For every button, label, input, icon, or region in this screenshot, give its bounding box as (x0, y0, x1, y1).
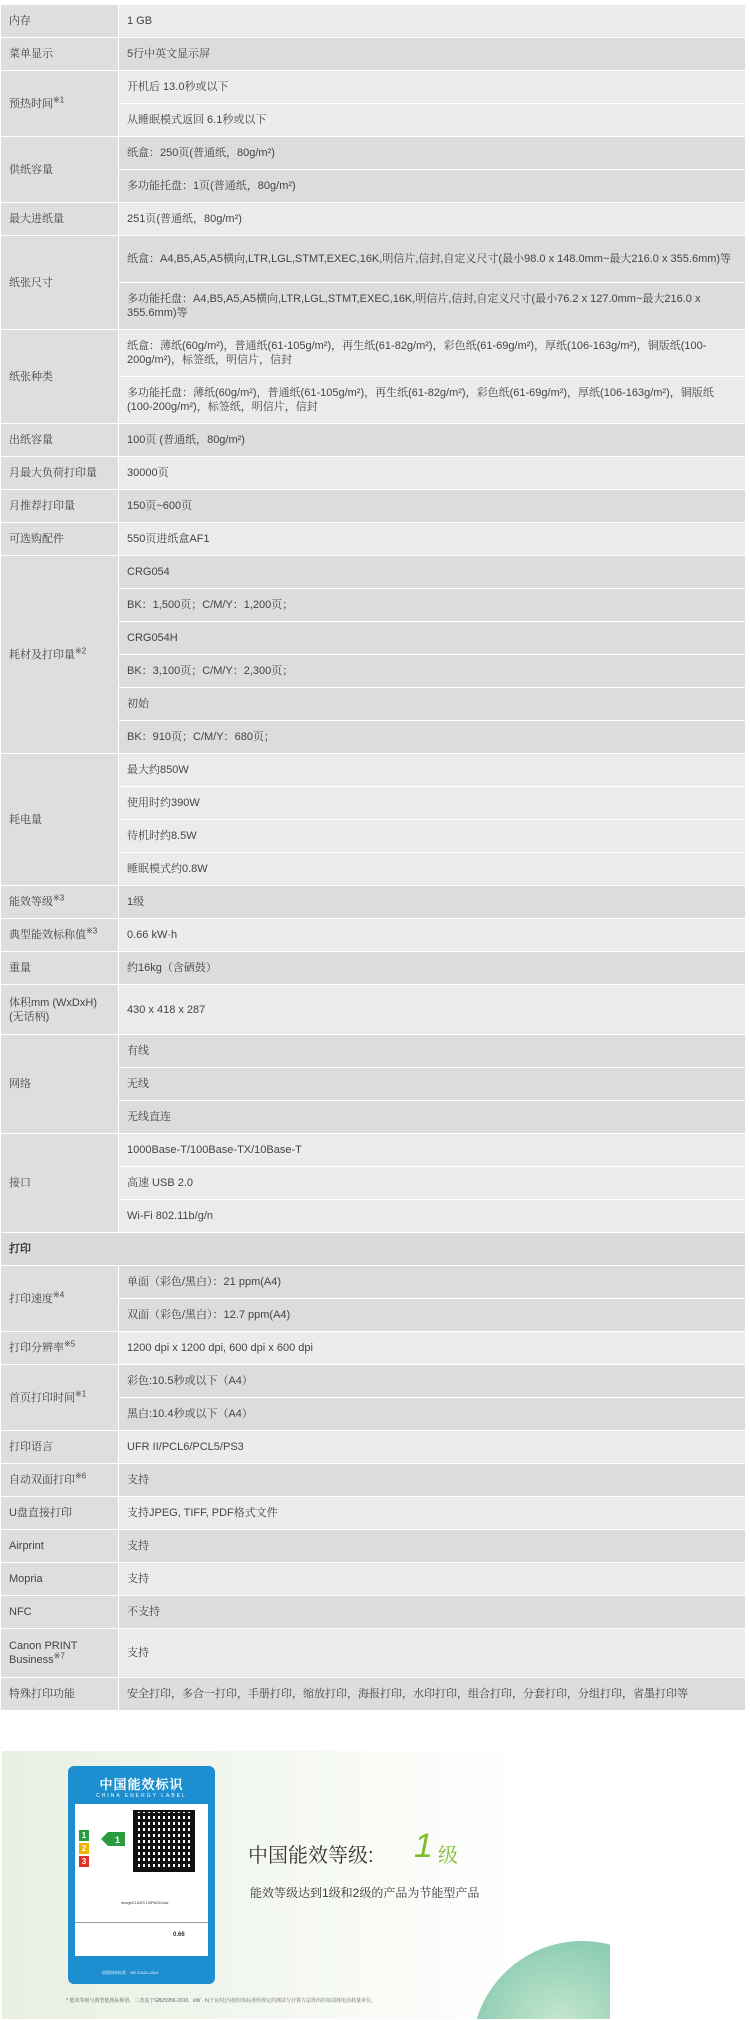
spec-label: 自动双面打印$^{※6}$ (1, 1464, 119, 1497)
energy-level-suffix: 级 (438, 1845, 458, 1867)
spec-value: 支持 (119, 1464, 746, 1497)
spec-row-memory (1, 5, 746, 38)
spec-label: 耗电量 (1, 754, 119, 886)
spec-table (0, 4, 746, 1711)
spec-value: 30000页 (119, 457, 746, 490)
spec-label: 纸张尺寸 (1, 236, 119, 330)
spec-row-warmup (1, 71, 746, 104)
globe-graphic (472, 1941, 610, 2019)
energy-level-3: 3 (79, 1856, 89, 1867)
spec-label: Canon PRINT Business$^{※7}$ (1, 1629, 119, 1678)
spec-row-typical-energy (1, 919, 746, 952)
spec-value: 150页~600页 (119, 490, 746, 523)
spec-label: 能效等级$^{※3}$ (1, 886, 119, 919)
spec-value: 使用时约390W (119, 787, 746, 820)
spec-value: 1级 (119, 886, 746, 919)
spec-label: Mopria (1, 1563, 119, 1596)
spec-value: 高速 USB 2.0 (119, 1167, 746, 1200)
spec-row-mopria (1, 1563, 746, 1596)
spec-value: 多功能托盘：1页(普通纸，80g/m²) (119, 170, 746, 203)
spec-row-print-language (1, 1431, 746, 1464)
spec-label: 重量 (1, 952, 119, 985)
spec-value: BK：3,100页；C/M/Y：2,300页； (119, 655, 746, 688)
spec-row-energy-grade (1, 886, 746, 919)
spec-value: 支持 (119, 1629, 746, 1678)
spec-label: 接口 (1, 1134, 119, 1233)
spec-row-resolution (1, 1332, 746, 1365)
spec-value: 安全打印，多合一打印，手册打印，缩放打印，海报打印，水印打印，组合打印，分套打印，分组打印，省墨打印等 (119, 1678, 746, 1711)
spec-value: 251页(普通纸，80g/m²) (119, 203, 746, 236)
section-title: 打印 (1, 1233, 746, 1266)
china-energy-label-card (68, 1766, 215, 1984)
spec-label: 打印分辨率$^{※5}$ (1, 1332, 119, 1365)
spec-value: 从睡眠模式返回 6.1秒或以下 (119, 104, 746, 137)
spec-label: NFC (1, 1596, 119, 1629)
spec-label: 体积mm (WxDxH) (无话柄) (1, 985, 119, 1035)
spec-value: 睡眠模式约0.8W (119, 853, 746, 886)
spec-row-airprint (1, 1530, 746, 1563)
spec-label: 纸张种类 (1, 330, 119, 424)
spec-value: 纸盒：薄纸(60g/m²)，普通纸(61-105g/m²)，再生纸(61-82g/m²)，彩色纸(61-69g/m²)，厚纸(106-163g/m²)，铜版纸(100-200g/m²)，标签纸，明信片，信封 (119, 330, 746, 377)
energy-card-title: 中国能效标识 (99, 1777, 184, 1792)
spec-value: 5行中英文显示屏 (119, 38, 746, 71)
energy-level-number: 1 (414, 1827, 433, 1865)
spec-row-interface (1, 1134, 746, 1167)
level-arrow-text: 1 (115, 1835, 121, 1845)
spec-value: 0.66 kW·h (119, 919, 746, 952)
spec-value: 有线 (119, 1035, 746, 1068)
energy-card-standard: 依据国家标准：GB 21521-2014 (102, 1970, 159, 1975)
spec-label: 网络 (1, 1035, 119, 1134)
spec-value: 初始 (119, 688, 746, 721)
spec-value: UFR II/PCL6/PCL5/PS3 (119, 1431, 746, 1464)
energy-headline: 中国能效等级: (248, 1845, 374, 1867)
spec-row-first-page (1, 1365, 746, 1398)
spec-label: U盘直接打印 (1, 1497, 119, 1530)
spec-row-usb-direct (1, 1497, 746, 1530)
spec-label: 最大进纸量 (1, 203, 119, 236)
spec-value: 双面（彩色/黑白）：12.7 ppm(A4) (119, 1299, 746, 1332)
print-section-header (1, 1233, 746, 1266)
spec-label: 预热时间$^{※1}$ (1, 71, 119, 137)
spec-label: 出纸容量 (1, 424, 119, 457)
spec-value: CRG054H (119, 622, 746, 655)
spec-value: 1000Base-T/100Base-TX/10Base-T (119, 1134, 746, 1167)
energy-card-body (75, 1804, 208, 1956)
spec-value: CRG054 (119, 556, 746, 589)
level-arrow-icon (101, 1832, 125, 1846)
spec-label: Airprint (1, 1530, 119, 1563)
spec-label: 典型能效标称值$^{※3}$ (1, 919, 119, 952)
spec-label: 月推荐打印量 (1, 490, 119, 523)
spec-value: BK：1,500页；C/M/Y：1,200页； (119, 589, 746, 622)
spec-value: 约16kg（含硒鼓） (119, 952, 746, 985)
energy-card-model: imageCLASS LBP623Cdw (121, 1900, 169, 1905)
spec-label: 菜单显示 (1, 38, 119, 71)
spec-value: 彩色:10.5秒或以下（A4） (119, 1365, 746, 1398)
energy-card-consumption: 0.66 (173, 1932, 185, 1938)
spec-row-special (1, 1678, 746, 1711)
energy-description: 能效等级达到1级和2级的产品为节能型产品 (250, 1886, 480, 1900)
spec-value: 100页 (普通纸，80g/m²) (119, 424, 746, 457)
energy-card-subtitle: CHINA ENERGY LABEL (96, 1793, 187, 1799)
spec-value: Wi-Fi 802.11b/g/n (119, 1200, 746, 1233)
spec-label: 首页打印时间$^{※1}$ (1, 1365, 119, 1431)
energy-level-2: 2 (79, 1843, 89, 1854)
spec-value: 支持JPEG, TIFF, PDF格式文件 (119, 1497, 746, 1530)
spec-value: 单面（彩色/黑白）：21 ppm(A4) (119, 1266, 746, 1299)
spec-value: 待机时约8.5W (119, 820, 746, 853)
spec-label: 打印速度$^{※4}$ (1, 1266, 119, 1332)
spec-row-power (1, 754, 746, 787)
energy-level-1: 1 (79, 1830, 89, 1841)
spec-row-monthly-max (1, 457, 746, 490)
spec-value: 430 x 418 x 287 (119, 985, 746, 1035)
spec-value: 550页进纸盒AF1 (119, 523, 746, 556)
spec-row-menu-display (1, 38, 746, 71)
spec-row-network (1, 1035, 746, 1068)
spec-row-paper-type (1, 330, 746, 377)
energy-footnote: * 能效等级与典型能耗标称值，二者基于GB25956-2010。kW · h(千瓦时)为按照该标准所规定的测试与计算方法得出的每周耗电消耗量单位。 (66, 1998, 377, 2004)
spec-value: 纸盒：A4,B5,A5,A5横向,LTR,LGL,STMT,EXEC,16K,明信片,信封,自定义尺寸(最小98.0 x 148.0mm~最大216.0 x 355.6mm)等 (119, 236, 746, 283)
energy-label-banner (2, 1751, 610, 2019)
spec-row-monthly-recommended (1, 490, 746, 523)
spec-row-weight (1, 952, 746, 985)
qr-code-icon (135, 1812, 193, 1870)
spec-value: 开机后 13.0秒或以下 (119, 71, 746, 104)
spec-value: 不支持 (119, 1596, 746, 1629)
spec-value: 黑白:10.4秒或以下（A4） (119, 1398, 746, 1431)
spec-row-dimensions (1, 985, 746, 1035)
spec-value: 支持 (119, 1530, 746, 1563)
spec-label: 打印语言 (1, 1431, 119, 1464)
divider (75, 1922, 208, 1923)
spec-label: 内存 (1, 5, 119, 38)
spec-value: 多功能托盘：薄纸(60g/m²)，普通纸(61-105g/m²)，再生纸(61-82g/m²)，彩色纸(61-69g/m²)，厚纸(106-163g/m²)，铜版纸(100-200g/m²)，标签纸，明信片，信封 (119, 377, 746, 424)
spec-row-options (1, 523, 746, 556)
spec-value: 无线 (119, 1068, 746, 1101)
spec-row-paper-size (1, 236, 746, 283)
spec-value: 最大约850W (119, 754, 746, 787)
spec-label: 可选购配件 (1, 523, 119, 556)
spec-label: 耗材及打印量$^{※2}$ (1, 556, 119, 754)
spec-value: BK：910页；C/M/Y：680页； (119, 721, 746, 754)
spec-label: 特殊打印功能 (1, 1678, 119, 1711)
spec-value: 纸盒：250页(普通纸，80g/m²) (119, 137, 746, 170)
spec-row-consumables (1, 556, 746, 589)
spec-row-nfc (1, 1596, 746, 1629)
spec-value: 1 GB (119, 5, 746, 38)
spec-value: 支持 (119, 1563, 746, 1596)
spec-row-output-capacity (1, 424, 746, 457)
spec-row-duplex (1, 1464, 746, 1497)
spec-value: 无线直连 (119, 1101, 746, 1134)
spec-value: 多功能托盘：A4,B5,A5,A5横向,LTR,LGL,STMT,EXEC,16K,明信片,信封,自定义尺寸(最小76.2 x 127.0mm~最大216.0 x 355.6mm)等 (119, 283, 746, 330)
spec-value: 1200 dpi x 1200 dpi, 600 dpi x 600 dpi (119, 1332, 746, 1365)
spec-row-print-speed (1, 1266, 746, 1299)
spec-row-max-feed (1, 203, 746, 236)
spec-label: 月最大负荷打印量 (1, 457, 119, 490)
spec-row-paper-capacity (1, 137, 746, 170)
spec-label: 供纸容量 (1, 137, 119, 203)
spec-row-canon-print (1, 1629, 746, 1678)
